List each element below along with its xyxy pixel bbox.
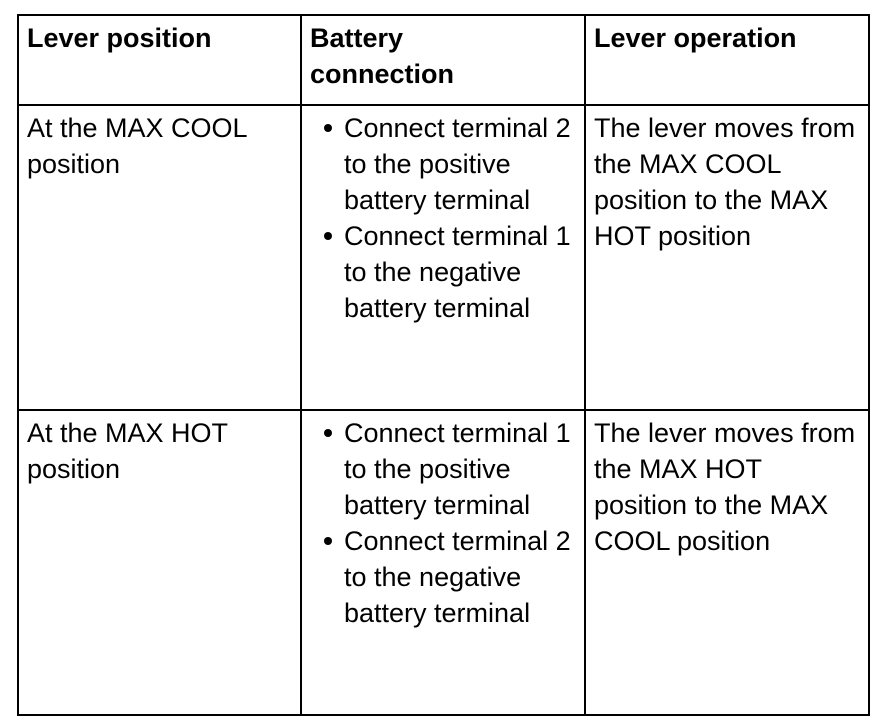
list-item [310, 218, 576, 326]
table-header-row [18, 15, 869, 105]
header-battery-connection [301, 15, 585, 105]
header-battery-line1: Battery [310, 23, 404, 53]
cell-lever-operation: The lever moves from the MAX HOT position to the MAX COOL position [585, 410, 869, 715]
connection-text: Connect terminal 2 to the positive battery terminal [344, 113, 571, 215]
cell-battery-connection [301, 105, 585, 410]
list-item [310, 110, 576, 218]
bullet-icon [324, 537, 332, 545]
bullet-icon [324, 232, 332, 240]
connection-text: Connect terminal 2 to the negative battery terminal [344, 526, 571, 628]
header-lever-operation: Lever operation [585, 15, 869, 105]
header-battery-line2: connection [310, 59, 455, 89]
list-item [310, 523, 576, 631]
list-item [310, 415, 576, 523]
cell-lever-position: At the MAX HOT position [18, 410, 301, 715]
connection-list [310, 110, 576, 326]
bullet-icon [324, 429, 332, 437]
cell-lever-operation: The lever moves from the MAX COOL position to the MAX HOT position [585, 105, 869, 410]
table-row [18, 410, 869, 715]
connection-text: Connect terminal 1 to the positive battery terminal [344, 418, 571, 520]
bullet-icon [324, 124, 332, 132]
connection-text: Connect terminal 1 to the negative battery terminal [344, 221, 571, 323]
lever-operation-table [17, 14, 870, 716]
connection-list [310, 415, 576, 631]
cell-lever-position: At the MAX COOL position [18, 105, 301, 410]
table-row [18, 105, 869, 410]
cell-battery-connection [301, 410, 585, 715]
header-lever-position: Lever position [18, 15, 301, 105]
